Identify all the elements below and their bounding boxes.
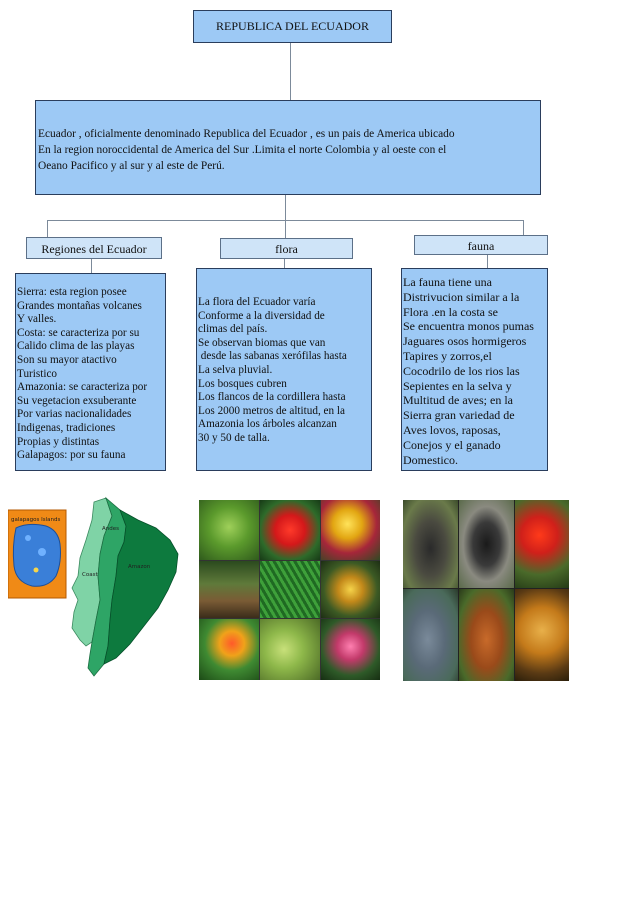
regiones-header: [26, 237, 162, 259]
flora-header: [220, 238, 353, 259]
regiones-line: Costa: se caracteriza por su: [17, 326, 140, 339]
regiones-box: [15, 273, 166, 471]
connector-regiones-down: [91, 259, 92, 273]
flora-line: climas del país.: [198, 323, 268, 336]
flora-photo-fern: [260, 561, 320, 618]
flora-box: [196, 268, 372, 471]
intro-line: Ecuador , oficialmente denominado Republica del Ecuador , es un pais de America ubicado: [38, 128, 455, 140]
fauna-label: fauna: [467, 239, 495, 253]
fauna-collage: [403, 500, 569, 681]
regiones-line: Propias y distintas: [17, 435, 100, 448]
fauna-photo-capybara: [403, 589, 458, 681]
fauna-line: Sierra gran variedad de: [403, 408, 515, 423]
fauna-line: Domestico.: [403, 452, 458, 467]
intro-line: Oeano Pacifico y al sur y al este de Perú.: [38, 160, 225, 172]
fauna-photo-agouti: [459, 589, 514, 681]
fauna-photo-tapir: [403, 500, 458, 588]
regiones-line: Sierra: esta region posee: [17, 286, 127, 298]
flora-line: Los bosques cubren: [198, 377, 287, 390]
fauna-line: Sepientes en la selva y: [403, 378, 512, 393]
galapagos-islet: [38, 548, 46, 556]
galapagos-label: galapagos Islands: [11, 517, 61, 523]
fauna-line: Distrivucion similar a la: [403, 289, 520, 304]
connector-fauna: [523, 220, 524, 235]
flora-photo-orchid-yellow: [321, 500, 380, 560]
intro-line: En la region noroccidental de America del Sur .Limita el norte Colombia y al oeste con el: [38, 144, 447, 156]
flora-label: flora: [275, 242, 298, 256]
flora-text: [198, 296, 347, 446]
regiones-line: Amazonia: se caracteriza por: [17, 381, 148, 394]
regiones-line: Turistico: [17, 367, 57, 380]
fauna-line: Flora .en la costa se: [403, 304, 498, 319]
flora-line: 30 y 50 de talla.: [198, 431, 270, 444]
fauna-line: Jaguares osos hormigeros: [403, 334, 527, 349]
flora-photo-red-bromeliad: [260, 500, 320, 560]
flora-photo-pink-flower: [321, 619, 380, 680]
flora-line: Los 2000 metros de altitud, en la: [198, 404, 345, 417]
flora-line: La selva pluvial.: [198, 363, 273, 376]
fauna-line: Conejos y el ganado: [403, 437, 501, 452]
regiones-line: Galapagos: por su fauna: [17, 449, 126, 462]
fauna-text: [403, 275, 534, 467]
fauna-box: [401, 268, 548, 471]
regiones-line: Son su mayor atactivo: [17, 353, 117, 366]
andes-label: Andes: [102, 526, 119, 532]
flora-photo-orchids: [321, 561, 380, 618]
fauna-line: Aves lovos, raposas,: [403, 422, 501, 437]
fauna-line: La fauna tiene una: [403, 275, 492, 289]
regiones-text: [17, 286, 147, 463]
fauna-photo-jaguar: [515, 589, 569, 681]
galapagos-island-map: [13, 524, 60, 586]
fauna-line: Cocodrilo de los rios las: [403, 363, 520, 378]
regiones-line: Su vegetacion exsuberante: [17, 394, 137, 407]
regiones-line: Y valles.: [17, 313, 57, 326]
connector-flora: [285, 220, 286, 238]
flora-photo-lichen: [260, 619, 320, 680]
title-box: [193, 10, 392, 43]
flora-line: Conforme a la diversidad de: [198, 309, 325, 322]
regiones-label: Regiones del Ecuador: [41, 242, 147, 256]
flora-line: desde las sabanas xerófilas hasta: [198, 350, 347, 363]
amazon-label: Amazon: [128, 564, 151, 570]
regiones-line: Indigenas, tradiciones: [17, 421, 116, 434]
galapagos-islet: [25, 535, 31, 541]
regiones-line: Calido clima de las playas: [17, 340, 135, 353]
connector-title-intro: [290, 43, 291, 100]
fauna-photo-anteater: [459, 500, 514, 588]
intro-box: [35, 100, 541, 195]
flora-line: La flora del Ecuador varía: [198, 296, 316, 308]
flora-line: Amazonia los árboles alcanzan: [198, 418, 337, 431]
fauna-photo-rooster-of-the-rock: [515, 500, 569, 588]
connector-intro-bus: [285, 195, 286, 220]
connector-regiones: [47, 220, 48, 237]
regiones-line: Grandes montañas volcanes: [17, 299, 142, 312]
page-title: REPUBLICA DEL ECUADOR: [216, 19, 369, 33]
galapagos-islet: [34, 568, 39, 573]
flora-line: Los flancos de la cordillera hasta: [198, 391, 346, 404]
regiones-line: Por varias nacionalidades: [17, 408, 132, 421]
flora-photo-moss: [199, 500, 259, 560]
flora-photo-heliconia: [199, 619, 259, 680]
flora-collage: [199, 500, 380, 680]
connector-fauna-down: [487, 255, 488, 268]
flora-photo-tree: [199, 561, 259, 618]
fauna-line: Multitud de aves; en la: [403, 393, 513, 408]
coast-label: Coast: [82, 572, 98, 578]
ecuador-map: [8, 496, 183, 680]
connector-flora-down: [284, 259, 285, 268]
fauna-line: Se encuentra monos pumas: [403, 319, 534, 334]
fauna-header: [414, 235, 548, 255]
intro-text: [38, 126, 455, 174]
flora-line: Se observan biomas que van: [198, 336, 326, 349]
fauna-line: Tapires y zorros,el: [403, 348, 492, 363]
